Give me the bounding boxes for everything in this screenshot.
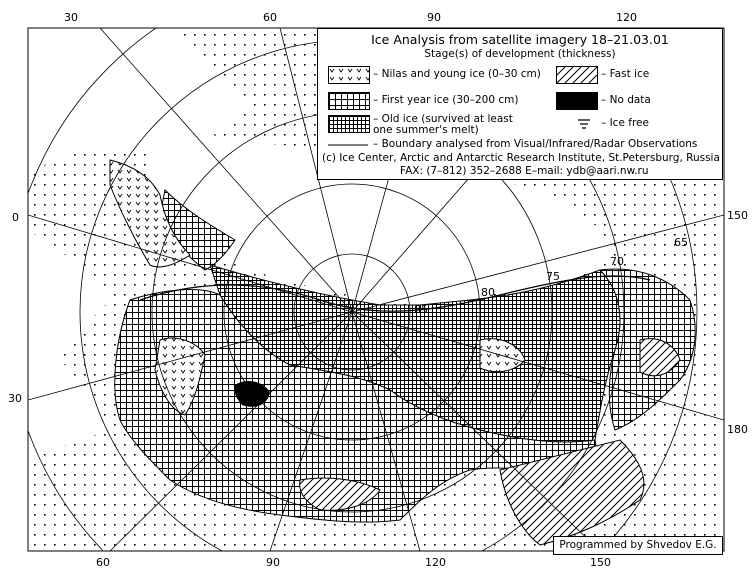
lat-label-70: 70 xyxy=(610,255,624,268)
lat-label-75: 75 xyxy=(546,270,560,283)
legend-old-ice-label-2: one summer's melt) xyxy=(373,124,479,136)
lon-label-bottom-90: 90 xyxy=(266,556,280,569)
lon-label-bottom-60: 60 xyxy=(96,556,110,569)
swatch-first-year xyxy=(328,92,370,110)
lon-label-bottom-150: 150 xyxy=(590,556,611,569)
swatch-no-data xyxy=(556,92,598,110)
boundary-line-icon xyxy=(328,142,368,148)
lon-label-top-60: 60 xyxy=(263,11,277,24)
swatch-fast-ice xyxy=(556,66,598,84)
lon-label-top-30: 30 xyxy=(64,11,78,24)
lon-label-left-30: 30 xyxy=(8,392,22,405)
lat-label-85: 85 xyxy=(414,303,428,316)
copyright-note: (c) Ice Center, Arctic and Antarctic Research Institute, St.Petersburg, Russia xyxy=(322,152,720,164)
map-title: Ice Analysis from satellite imagery 18–21.03.01 xyxy=(371,32,669,47)
lat-label-80: 80 xyxy=(481,286,495,299)
lon-label-right-180: 180 xyxy=(727,423,748,436)
swatch-old-ice xyxy=(328,115,370,133)
legend-first-year-label: – First year ice (30–200 cm) xyxy=(373,94,519,106)
lon-label-left-0: 0 xyxy=(12,211,19,224)
lon-label-bottom-120: 120 xyxy=(425,556,446,569)
legend-box xyxy=(317,28,723,180)
legend-no-data-label: – No data xyxy=(601,94,651,106)
lon-label-top-120: 120 xyxy=(616,11,637,24)
lon-label-top-90: 90 xyxy=(427,11,441,24)
legend-fast-ice-label: – Fast ice xyxy=(601,68,650,80)
lon-label-right-150: 150 xyxy=(727,209,748,222)
contact-info: FAX: (7–812) 352–2688 E–mail: ydb@aari.nw.ru xyxy=(400,165,649,177)
ice-free-icon xyxy=(576,116,592,130)
legend-subtitle: Stage(s) of development (thickness) xyxy=(424,48,616,60)
credit-box: Programmed by Shvedov E.G. xyxy=(553,536,723,555)
legend-boundary-label: – Boundary analysed from Visual/Infrared/Radar Observations xyxy=(373,138,698,150)
lat-label-65: 65 xyxy=(674,236,688,249)
legend-ice-free-label: – Ice free xyxy=(601,117,649,129)
legend-nilas-label: – Nilas and young ice (0–30 cm) xyxy=(373,68,541,80)
legend-old-ice-label: – Old ice (survived at least xyxy=(373,113,513,125)
swatch-nilas xyxy=(328,66,370,84)
